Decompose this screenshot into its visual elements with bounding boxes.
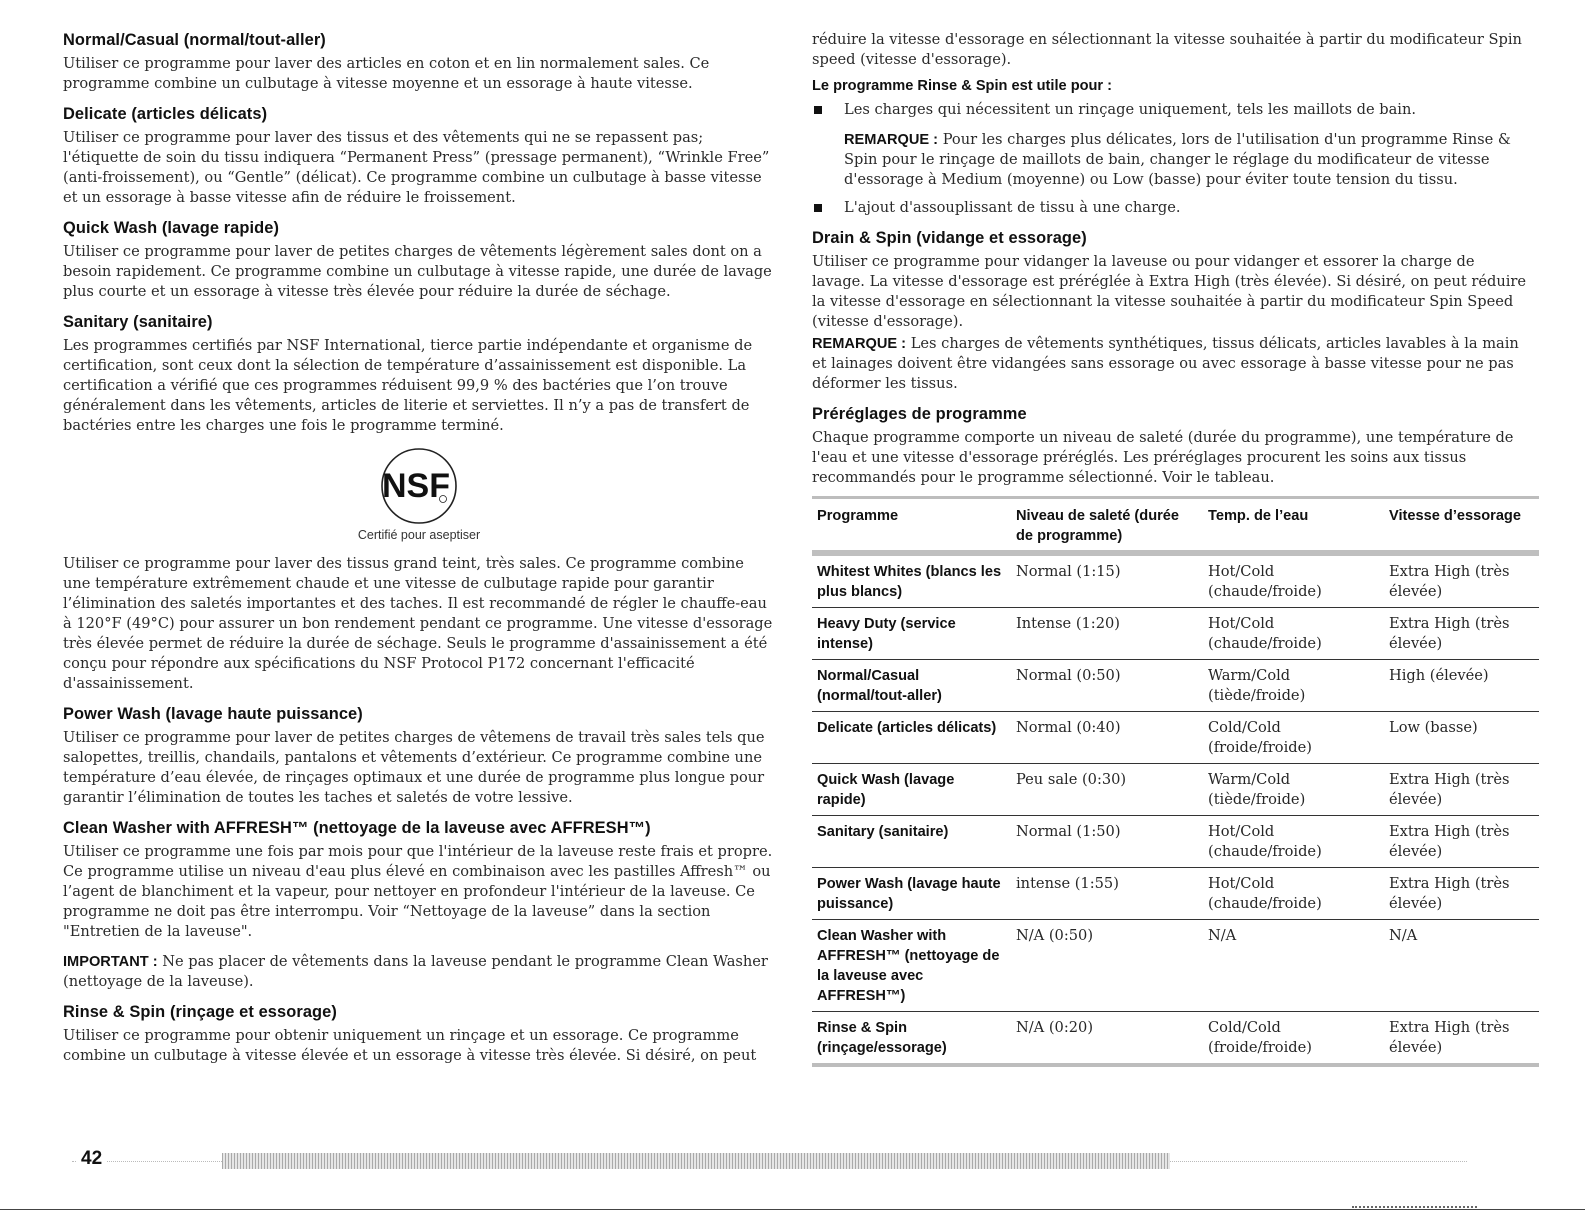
nsf-caption: Certifié pour aseptiser xyxy=(357,528,481,542)
bullet-square-icon xyxy=(814,106,822,114)
text-quick-wash: Utiliser ce programme pour laver de petites charges de vêtements légèrement sales dont on a besoin rapidement. Ce programme combine un culbutage à vitesse rapide, une durée de lavage plus courte et un essorage à vitesse très élevée pour réduire la durée de séchage. xyxy=(63,243,772,300)
header-water-temp: Temp. de l’eau xyxy=(1208,508,1309,524)
cell-programme: Heavy Duty (service intense) xyxy=(817,616,956,652)
list-item xyxy=(812,198,1532,218)
table-header-row xyxy=(812,498,1539,554)
table-row xyxy=(812,920,1539,1012)
cell-spin: Extra High (très élevée) xyxy=(1389,615,1510,652)
section-sanitary xyxy=(63,312,775,694)
cell-programme: Delicate (articles délicats) xyxy=(817,720,997,736)
remarque-label: REMARQUE : xyxy=(844,132,939,148)
header-programme: Programme xyxy=(817,508,899,524)
cell-temp: Hot/Cold (chaude/froide) xyxy=(1208,823,1322,860)
bullet-square-icon xyxy=(814,204,822,212)
section-rinse-spin xyxy=(63,1002,775,1066)
nsf-certification-logo xyxy=(63,446,775,542)
text-clean-washer: Utiliser ce programme une fois par mois pour que l'intérieur de la laveuse reste frais et propre. Ce programme utilise un niveau d'eau plus élevé en combinaison avec les pastilles Affresh™ ou l’agent de blanchiment et la vapeur, pour nettoyer en profondeur l'intérieur de la laveuse. Ce programme ne doit pas être interrompu. Voir “Nettoyage de la laveuse” dans la section "Entretien de la laveuse". xyxy=(63,843,773,940)
cell-programme: Clean Washer with AFFRESH™ (nettoyage de la laveuse avec AFFRESH™) xyxy=(817,928,1000,1004)
heading-normal-casual: Normal/Casual (normal/tout-aller) xyxy=(63,31,326,49)
text-drain-spin: Utiliser ce programme pour vidanger la laveuse ou pour vidanger et essorer la charge de lavage. La vitesse d'essorage est préréglée à Extra High (très élevée). Si désiré, on peut réduire la vitesse d'essorage en sélectionnant la vitesse souhaitée à partir du modificateur Spin Speed (vitesse d'essorage). xyxy=(812,253,1527,330)
heading-power-wash: Power Wash (lavage haute puissance) xyxy=(63,705,363,723)
table-row xyxy=(812,764,1539,816)
text-presets: Chaque programme comporte un niveau de saleté (durée du programme), une température de l'eau et une vitesse d'essorage préréglés. Les préréglages procurent les soins aux tissus recommandés pour le programme sélectionné. Voir le tableau. xyxy=(812,429,1514,486)
bottom-divider xyxy=(0,1209,1585,1210)
cell-programme: Rinse & Spin (rinçage/essorage) xyxy=(817,1020,947,1056)
cell-temp: Hot/Cold (chaude/froide) xyxy=(1208,615,1322,652)
table-row xyxy=(812,660,1539,712)
footer-dotted-rule xyxy=(1170,1161,1467,1162)
cell-spin: Extra High (très élevée) xyxy=(1389,563,1510,600)
heading-sanitary: Sanitary (sanitaire) xyxy=(63,313,213,331)
cell-programme: Power Wash (lavage haute puissance) xyxy=(817,876,1001,912)
heading-rinse-spin: Rinse & Spin (rinçage et essorage) xyxy=(63,1003,337,1021)
heading-presets: Préréglages de programme xyxy=(812,405,1027,423)
heading-clean-washer: Clean Washer with AFFRESH™ (nettoyage de la laveuse avec AFFRESH™) xyxy=(63,819,651,837)
list-item xyxy=(812,100,1532,120)
important-label: IMPORTANT : xyxy=(63,954,158,970)
cell-temp: Hot/Cold (chaude/froide) xyxy=(1208,875,1322,912)
table-row xyxy=(812,608,1539,660)
cell-soil: Peu sale (0:30) xyxy=(1016,771,1127,788)
section-delicate xyxy=(63,104,775,208)
rinse-spin-useful-heading: Le programme Rinse & Spin est utile pour : xyxy=(812,78,1113,94)
cell-programme: Normal/Casual (normal/tout-aller) xyxy=(817,668,942,704)
table-row xyxy=(812,553,1539,608)
remarque-text: Pour les charges plus délicates, lors de l'utilisation d'un programme Rinse & Spin pour le rinçage de maillots de bain, changer le réglage du modificateur de vitesse d'essorage à Medium (moyenne) ou Low (basse) pour éviter toute tension du tissu. xyxy=(844,131,1511,188)
cell-soil: Normal (1:50) xyxy=(1016,823,1121,840)
section-normal-casual xyxy=(63,30,775,94)
text-rinse-spin-continued: réduire la vitesse d'essorage en sélectionnant la vitesse souhaitée à partir du modificateur Spin speed (vitesse d'essorage). xyxy=(812,31,1522,68)
header-spin-speed: Vitesse d’essorage xyxy=(1389,508,1521,524)
cell-soil: N/A (0:50) xyxy=(1016,927,1094,944)
footer-striped-band xyxy=(222,1153,1170,1169)
text-normal-casual: Utiliser ce programme pour laver des articles en coton et en lin normalement sales. Ce programme combine un culbutage à vitesse moyenne et un essorage à haute vitesse. xyxy=(63,55,710,92)
right-column xyxy=(812,30,1532,1067)
heading-drain-spin: Drain & Spin (vidange et essorage) xyxy=(812,229,1087,247)
presets-table xyxy=(812,496,1539,1067)
cell-spin: N/A xyxy=(1389,927,1418,944)
bullet-text-softener: L'ajout d'assouplissant de tissu à une charge. xyxy=(844,199,1181,216)
cell-programme: Whitest Whites (blancs les plus blancs) xyxy=(817,564,1002,600)
table-row xyxy=(812,868,1539,920)
cell-spin: Extra High (très élevée) xyxy=(1389,771,1510,808)
cell-soil: Intense (1:20) xyxy=(1016,615,1120,632)
left-column xyxy=(63,30,775,1076)
cell-spin: Extra High (très élevée) xyxy=(1389,875,1510,912)
cell-programme: Quick Wash (lavage rapide) xyxy=(817,772,955,808)
drain-remarque xyxy=(812,334,1532,394)
bullet-text-swimwear: Les charges qui nécessitent un rinçage uniquement, tels les maillots de bain. xyxy=(844,101,1416,118)
nsf-logo-text: NSF xyxy=(382,467,450,505)
cell-spin: Low (basse) xyxy=(1389,719,1478,736)
cell-soil: intense (1:55) xyxy=(1016,875,1119,892)
cell-temp: Warm/Cold (tiède/froide) xyxy=(1208,667,1306,704)
section-quick-wash xyxy=(63,218,775,302)
rinse-spin-uses-list xyxy=(812,100,1532,120)
section-drain-spin xyxy=(812,228,1532,394)
text-rinse-spin: Utiliser ce programme pour obtenir uniquement un rinçage et un essorage. Ce programme combine un culbutage à vitesse élevée et un essorage à vitesse très élevée. Si désiré, on peut xyxy=(63,1027,757,1064)
section-clean-washer xyxy=(63,818,775,992)
section-power-wash xyxy=(63,704,775,808)
cell-programme: Sanitary (sanitaire) xyxy=(817,824,949,840)
cell-spin: High (élevée) xyxy=(1389,667,1489,684)
cell-temp: Warm/Cold (tiède/froide) xyxy=(1208,771,1306,808)
drain-remarque-label: REMARQUE : xyxy=(812,336,907,352)
rinse-spin-uses-list-2 xyxy=(812,198,1532,218)
cell-temp: N/A xyxy=(1208,927,1237,944)
heading-quick-wash: Quick Wash (lavage rapide) xyxy=(63,219,280,237)
section-presets xyxy=(812,404,1532,488)
important-text: Ne pas placer de vêtements dans la laveuse pendant le programme Clean Washer (nettoyage de la laveuse). xyxy=(63,953,768,990)
cell-spin: Extra High (très élevée) xyxy=(1389,1019,1510,1056)
cell-temp: Cold/Cold (froide/froide) xyxy=(1208,1019,1312,1056)
cell-soil: Normal (0:40) xyxy=(1016,719,1121,736)
text-sanitary-usage: Utiliser ce programme pour laver des tissus grand teint, très sales. Ce programme combine une température extrêmement chaude et une vitesse de culbutage rapide pour garantir l’élimination des saletés importantes et des taches. Il est recommandé de régler le chauffe-eau à 120°F (49°C) pour assurer un bon rendement pendant ce programme. Une vitesse d'essorage très élevée permet de réduire la durée de séchage. Seuls le programme d'assainissement a été conçu pour répondre aux spécifications du NSF Protocol P172 concernant l'efficacité d'assainissement. xyxy=(63,555,773,692)
footer-decorative-bar xyxy=(72,1148,1467,1176)
table-row xyxy=(812,712,1539,764)
heading-delicate: Delicate (articles délicats) xyxy=(63,105,268,123)
table-row xyxy=(812,1012,1539,1066)
text-delicate: Utiliser ce programme pour laver des tissus et des vêtements qui ne se repassent pas; l'étiquette de soin du tissu indiquera “Permanent Press” (pressage permanent), “Wrinkle Free” (anti-froissement), ou “Gentle” (délicat). Ce programme combine un culbutage à basse vitesse et un essorage à basse vitesse afin de réduire le froissement. xyxy=(63,129,770,206)
cell-soil: Normal (1:15) xyxy=(1016,563,1121,580)
table-row xyxy=(812,816,1539,868)
nsf-logo-icon xyxy=(379,446,459,526)
bottom-registration-marks xyxy=(1352,1206,1477,1208)
remarque-swimwear xyxy=(844,130,1532,190)
cell-temp: Hot/Cold (chaude/froide) xyxy=(1208,563,1322,600)
header-soil-level: Niveau de saleté (durée de programme) xyxy=(1016,508,1180,544)
cell-soil: Normal (0:50) xyxy=(1016,667,1121,684)
text-power-wash: Utiliser ce programme pour laver de petites charges de vêtemens de travail très sales tels que salopettes, treillis, chandails, pantalons et vêtements d’extérieur. Ce programme combine une température d’eau élevée, de rinçages optimaux et une durée de programme plus longue pour garantir l’élimination de toutes les taches et saletés de votre lessive. xyxy=(63,729,765,806)
cell-temp: Cold/Cold (froide/froide) xyxy=(1208,719,1312,756)
drain-remarque-text: Les charges de vêtements synthétiques, tissus délicats, articles lavables à la main et lainages doivent être vidangées sans essorage ou avec essorage à basse vitesse pour ne pas déformer les tissus. xyxy=(812,335,1519,392)
page-number: 42 xyxy=(77,1148,106,1170)
cell-soil: N/A (0:20) xyxy=(1016,1019,1094,1036)
important-note xyxy=(63,952,775,992)
text-sanitary: Les programmes certifiés par NSF International, tierce partie indépendante et organisme de certification, sont ceux dont la sélection de température d’assainissement est disponible. La certification a vérifié que ces programmes réduisent 99,9 % des bactéries que l’on trouve généralement dans les vêtements, articles de literie et serviettes. Il n’y a pas de transfert de bactéries entre les charges une fois le programme terminé. xyxy=(63,337,753,434)
cell-spin: Extra High (très élevée) xyxy=(1389,823,1510,860)
